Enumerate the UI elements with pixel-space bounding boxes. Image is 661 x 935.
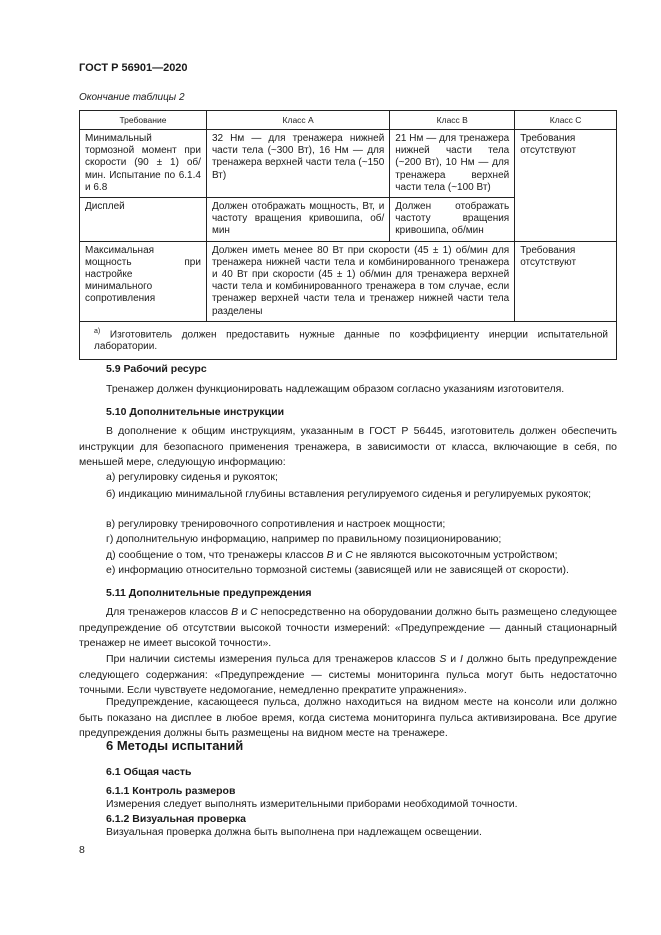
class-letter: B <box>231 606 239 618</box>
table-row <box>80 241 617 321</box>
table-cell: Должен отображать частоту вращения кривошипа, об/мин <box>390 198 515 242</box>
section-5-11-title: 5.11 Дополнительные предупреждения <box>106 587 312 599</box>
list-item-line: рукояток; <box>545 488 592 500</box>
section-6-title: 6 Методы испытаний <box>106 738 244 753</box>
table-footnote-row <box>80 321 617 359</box>
footnote-text: Изготовитель должен предоставить нужные данные по коэффициенту инерции испытательной лаборатории. <box>94 329 608 353</box>
section-6-1-2-text: Визуальная проверка должна быть выполнена при надлежащем освещении. <box>106 826 482 838</box>
list-item <box>106 549 558 561</box>
table-row <box>80 130 617 198</box>
table-cell: Требования отсутствуют <box>515 130 617 242</box>
document-header: ГОСТ Р 56901—2020 <box>79 62 188 74</box>
table-footnote <box>80 321 617 359</box>
text-run: должно быть предупреждение следующего содержания: «Предупреждение — системы мониторинга пульса могут быть недостаточно точными. Если чувствуете недомогание, немедленно прекратите упражнения». <box>79 653 617 696</box>
class-letter: C <box>345 549 353 561</box>
section-5-11-paragraph: Предупреждение, касающееся пульса, должно находиться на видном месте на консоли или должно быть показано на дисплее в любое время, когда система мониторинга пульса активизирована. Все другие предупреждения должны быть размещены на видном месте на тренажере. <box>79 696 617 739</box>
text-run: непосредственно на оборудовании должно быть размещено следующее предупреждение об отсутствии высокой точности измерений: «Предупреждение — данный стационарный тренажер не имеет высокой точности». <box>79 606 617 649</box>
list-item: г) дополнительную информацию, например по правильному позиционированию; <box>106 533 502 545</box>
class-letter: I <box>459 653 463 665</box>
table-cell: Дисплей <box>80 198 207 242</box>
table-cell: 21 Нм — для тренажера нижней части тела (~200 Вт), 10 Нм — для тренажера верхней части тела (~100 Вт) <box>390 130 515 198</box>
text-run: и <box>446 653 460 665</box>
table-header-cell: Класс C <box>515 111 617 130</box>
text-run: не являются высокоточным устройством; <box>352 549 558 561</box>
text-run: Для тренажеров классов <box>106 606 232 618</box>
table-header-cell: Требование <box>80 111 207 130</box>
class-letter: C <box>250 606 258 618</box>
text-run: При наличии системы измерения пульса для тренажеров классов <box>106 653 440 665</box>
section-5-11-paragraph <box>79 652 617 699</box>
table-header-cell: Класс B <box>390 111 515 130</box>
section-6-1-2-title: 6.1.2 Визуальная проверка <box>106 813 246 825</box>
list-item: а) регулировку сиденья и рукояток; <box>106 471 278 483</box>
class-letter: B <box>326 549 334 561</box>
section-6-1-1-title: 6.1.1 Контроль размеров <box>106 785 236 797</box>
section-5-9-title: 5.9 Рабочий ресурс <box>106 363 207 375</box>
text-run: и <box>333 549 346 561</box>
table-caption: Окончание таблицы 2 <box>79 92 185 103</box>
footnote-mark: а) <box>94 327 101 335</box>
text-run: и <box>238 606 251 618</box>
section-5-10-intro: В дополнение к общим инструкциям, указанным в ГОСТ Р 56445, изготовитель должен обеспечить инструкции для безопасного применения тренажера, в зависимости от класса, включающие в себя, по меньшей мере, следующую информацию: <box>79 425 617 468</box>
list-item <box>79 487 617 503</box>
section-6-1-1-text: Измерения следует выполнять измерительными приборами необходимой точности. <box>106 798 518 810</box>
section-5-11-paragraph <box>79 605 617 652</box>
class-letter: S <box>439 653 447 665</box>
table-cell: Минимальный тормозной момент при скорости (90 ± 1) об/мин. Испытание по 6.1.4 и 6.8 <box>80 130 207 198</box>
table-cell: 32 Нм — для тренажера нижней части тела (~300 Вт), 16 Нм — для тренажера верхней части тела (~150 Вт) <box>206 130 389 198</box>
section-6-1-title: 6.1 Общая часть <box>106 766 192 778</box>
requirements-table <box>79 110 617 360</box>
list-item: в) регулировку тренировочного сопротивления и настроек мощности; <box>106 518 446 530</box>
table-cell: Должен отображать мощность, Вт, и частоту вращения кривошипа, об/мин <box>206 198 389 242</box>
section-5-10-title: 5.10 Дополнительные инструкции <box>106 406 285 418</box>
table-cell: Должен иметь менее 80 Вт при скорости (45 ± 1) об/мин для тренажера нижней части тела и комбинированного тренажера и 40 Вт при скорости (45 ± 1) об/мин для тренажера верхней части тела и комбинированного тренажера в том случае, если тренажер верхней части тела и тренажер нижней части тела разделены <box>206 241 514 321</box>
section-5-9-text: Тренажер должен функционировать надлежащим образом согласно указаниям изготовителя. <box>106 383 565 395</box>
table-header-cell: Класс A <box>206 111 389 130</box>
table-cell: Максимальная мощность при настройке минимального сопротивления <box>80 241 207 321</box>
table-header-row <box>80 111 617 130</box>
list-item-line: б) индикацию минимальной глубины вставления регулируемого сиденья и регулируемых <box>106 488 543 500</box>
list-item: е) информацию относительно тормозной системы (зависящей или не зависящей от скорости). <box>106 564 569 576</box>
text-run: д) сообщение о том, что тренажеры классов <box>106 549 327 561</box>
page-number: 8 <box>79 844 85 856</box>
table-cell: Требования отсутствуют <box>515 241 617 321</box>
